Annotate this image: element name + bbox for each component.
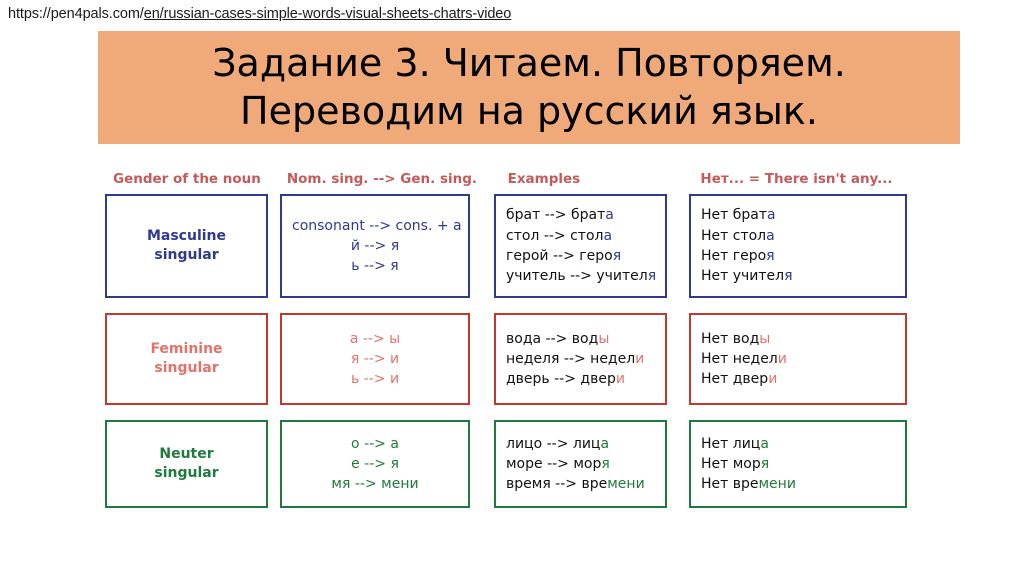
negative-ending: а <box>766 227 775 244</box>
gap <box>268 313 280 405</box>
header-examples: Examples <box>507 171 581 187</box>
source-url <box>8 6 511 22</box>
example-stem: время --> вре <box>506 476 608 493</box>
example-stem: вода --> вод <box>506 330 599 347</box>
negative-stem: Нет учител <box>701 268 785 285</box>
rule-line: й --> я <box>350 237 400 254</box>
example-stem: море --> мор <box>506 455 602 472</box>
example-ending: а <box>605 207 614 224</box>
url-prefix: https://pen4pals.com/ <box>8 6 144 22</box>
example-stem: дверь --> двер <box>506 371 616 388</box>
negative-stem: Нет недел <box>701 350 778 367</box>
example-line <box>506 226 655 246</box>
negative-stem: Нет стол <box>701 227 767 244</box>
gap <box>667 420 689 508</box>
negative-stem: Нет вод <box>701 330 760 347</box>
example-line <box>506 329 655 349</box>
negatives-cell-neuter <box>689 420 907 508</box>
table-row <box>105 420 907 508</box>
example-line <box>506 349 655 369</box>
example-ending: я <box>601 455 610 472</box>
negatives-cell-feminine <box>689 313 907 405</box>
negative-stem: Нет лиц <box>701 435 761 452</box>
rules-cell-feminine <box>280 313 470 405</box>
example-stem: стол --> стол <box>506 227 604 244</box>
negative-ending: и <box>768 371 778 388</box>
gender-cell-neuter <box>105 420 268 508</box>
negative-stem: Нет мор <box>701 455 761 472</box>
example-stem: брат --> брат <box>506 207 606 224</box>
examples-cell-feminine <box>494 313 667 405</box>
gender-number: singular <box>154 360 219 376</box>
rule-line: consonant --> cons. + a <box>292 217 462 234</box>
negative-ending: а <box>760 435 769 452</box>
example-ending: а <box>600 435 610 452</box>
header-gender: Gender of the noun <box>113 171 261 187</box>
negative-line <box>701 369 895 389</box>
example-ending: и <box>615 371 625 388</box>
example-ending: ы <box>598 330 610 347</box>
rule-line: а --> ы <box>349 330 401 347</box>
negative-line <box>701 205 895 225</box>
gap <box>667 313 689 405</box>
negative-stem: Нет брат <box>701 207 768 224</box>
gender-number: singular <box>154 465 219 481</box>
negative-line <box>701 329 895 349</box>
example-stem: лицо --> лиц <box>506 435 601 452</box>
negative-line <box>701 474 895 494</box>
page-title: Задание 3. Читаем. Повторяем. Переводим на русский язык. <box>212 41 846 133</box>
example-stem: неделя --> недел <box>506 350 636 367</box>
gender-label: Neuter <box>159 446 214 463</box>
gender-label: Feminine <box>150 341 223 358</box>
rules-cell-neuter <box>280 420 470 508</box>
gap <box>268 194 280 298</box>
gap <box>470 420 494 508</box>
table-row <box>105 313 907 405</box>
negative-ending: я <box>766 248 775 264</box>
rule-line: я --> и <box>350 350 400 367</box>
rule-line: о --> а <box>351 435 399 452</box>
gender-cell-feminine <box>105 313 268 405</box>
example-stem: учитель --> учител <box>506 268 648 285</box>
negative-line <box>701 266 895 286</box>
example-line <box>506 369 655 389</box>
negative-ending: мени <box>758 476 796 493</box>
rules-cell-masculine <box>280 194 470 298</box>
example-ending: а <box>603 227 613 244</box>
example-stem: герой --> геро <box>506 248 613 264</box>
gap <box>268 420 280 508</box>
table-header-row <box>105 164 907 194</box>
gap <box>667 194 689 298</box>
example-line <box>506 205 655 225</box>
gender-label: Masculine <box>146 228 227 245</box>
negative-line <box>701 454 895 474</box>
rule-line: ь --> я <box>351 258 399 275</box>
cases-table <box>105 164 907 523</box>
example-ending: и <box>635 350 645 367</box>
negative-ending: я <box>760 455 770 472</box>
example-line <box>506 246 655 266</box>
table-row <box>105 194 907 298</box>
negative-ending: ы <box>759 330 771 347</box>
example-ending: я <box>612 248 622 264</box>
negative-ending: а <box>767 207 776 224</box>
negative-line <box>701 434 895 454</box>
negative-ending: я <box>784 268 793 285</box>
examples-cell-neuter <box>494 420 667 508</box>
example-ending: мени <box>607 476 645 493</box>
example-ending: я <box>647 268 657 285</box>
negative-line <box>701 246 895 266</box>
rule-line: ь --> и <box>350 371 400 388</box>
header-negatives: Нет... = There isn't any... <box>700 171 893 187</box>
title-banner <box>98 31 960 144</box>
gender-cell-masculine <box>105 194 268 298</box>
negatives-cell-masculine <box>689 194 907 298</box>
rule-line: мя --> мени <box>331 476 419 493</box>
negative-line <box>701 349 895 369</box>
negative-line <box>701 226 895 246</box>
example-line <box>506 454 655 474</box>
gender-number: singular <box>154 247 219 263</box>
header-nom-gen: Nom. sing. --> Gen. sing. <box>286 171 478 187</box>
gap <box>470 313 494 405</box>
negative-stem: Нет вре <box>701 476 759 493</box>
example-line <box>506 434 655 454</box>
example-line <box>506 266 655 286</box>
gap <box>470 194 494 298</box>
url-path: en/russian-cases-simple-words-visual-sheets-chatrs-video <box>143 6 512 22</box>
negative-stem: Нет двер <box>701 371 769 388</box>
examples-cell-masculine <box>494 194 667 298</box>
example-line <box>506 474 655 494</box>
negative-stem: Нет геро <box>701 248 767 264</box>
negative-ending: и <box>777 350 787 367</box>
rule-line: е --> я <box>351 455 399 472</box>
